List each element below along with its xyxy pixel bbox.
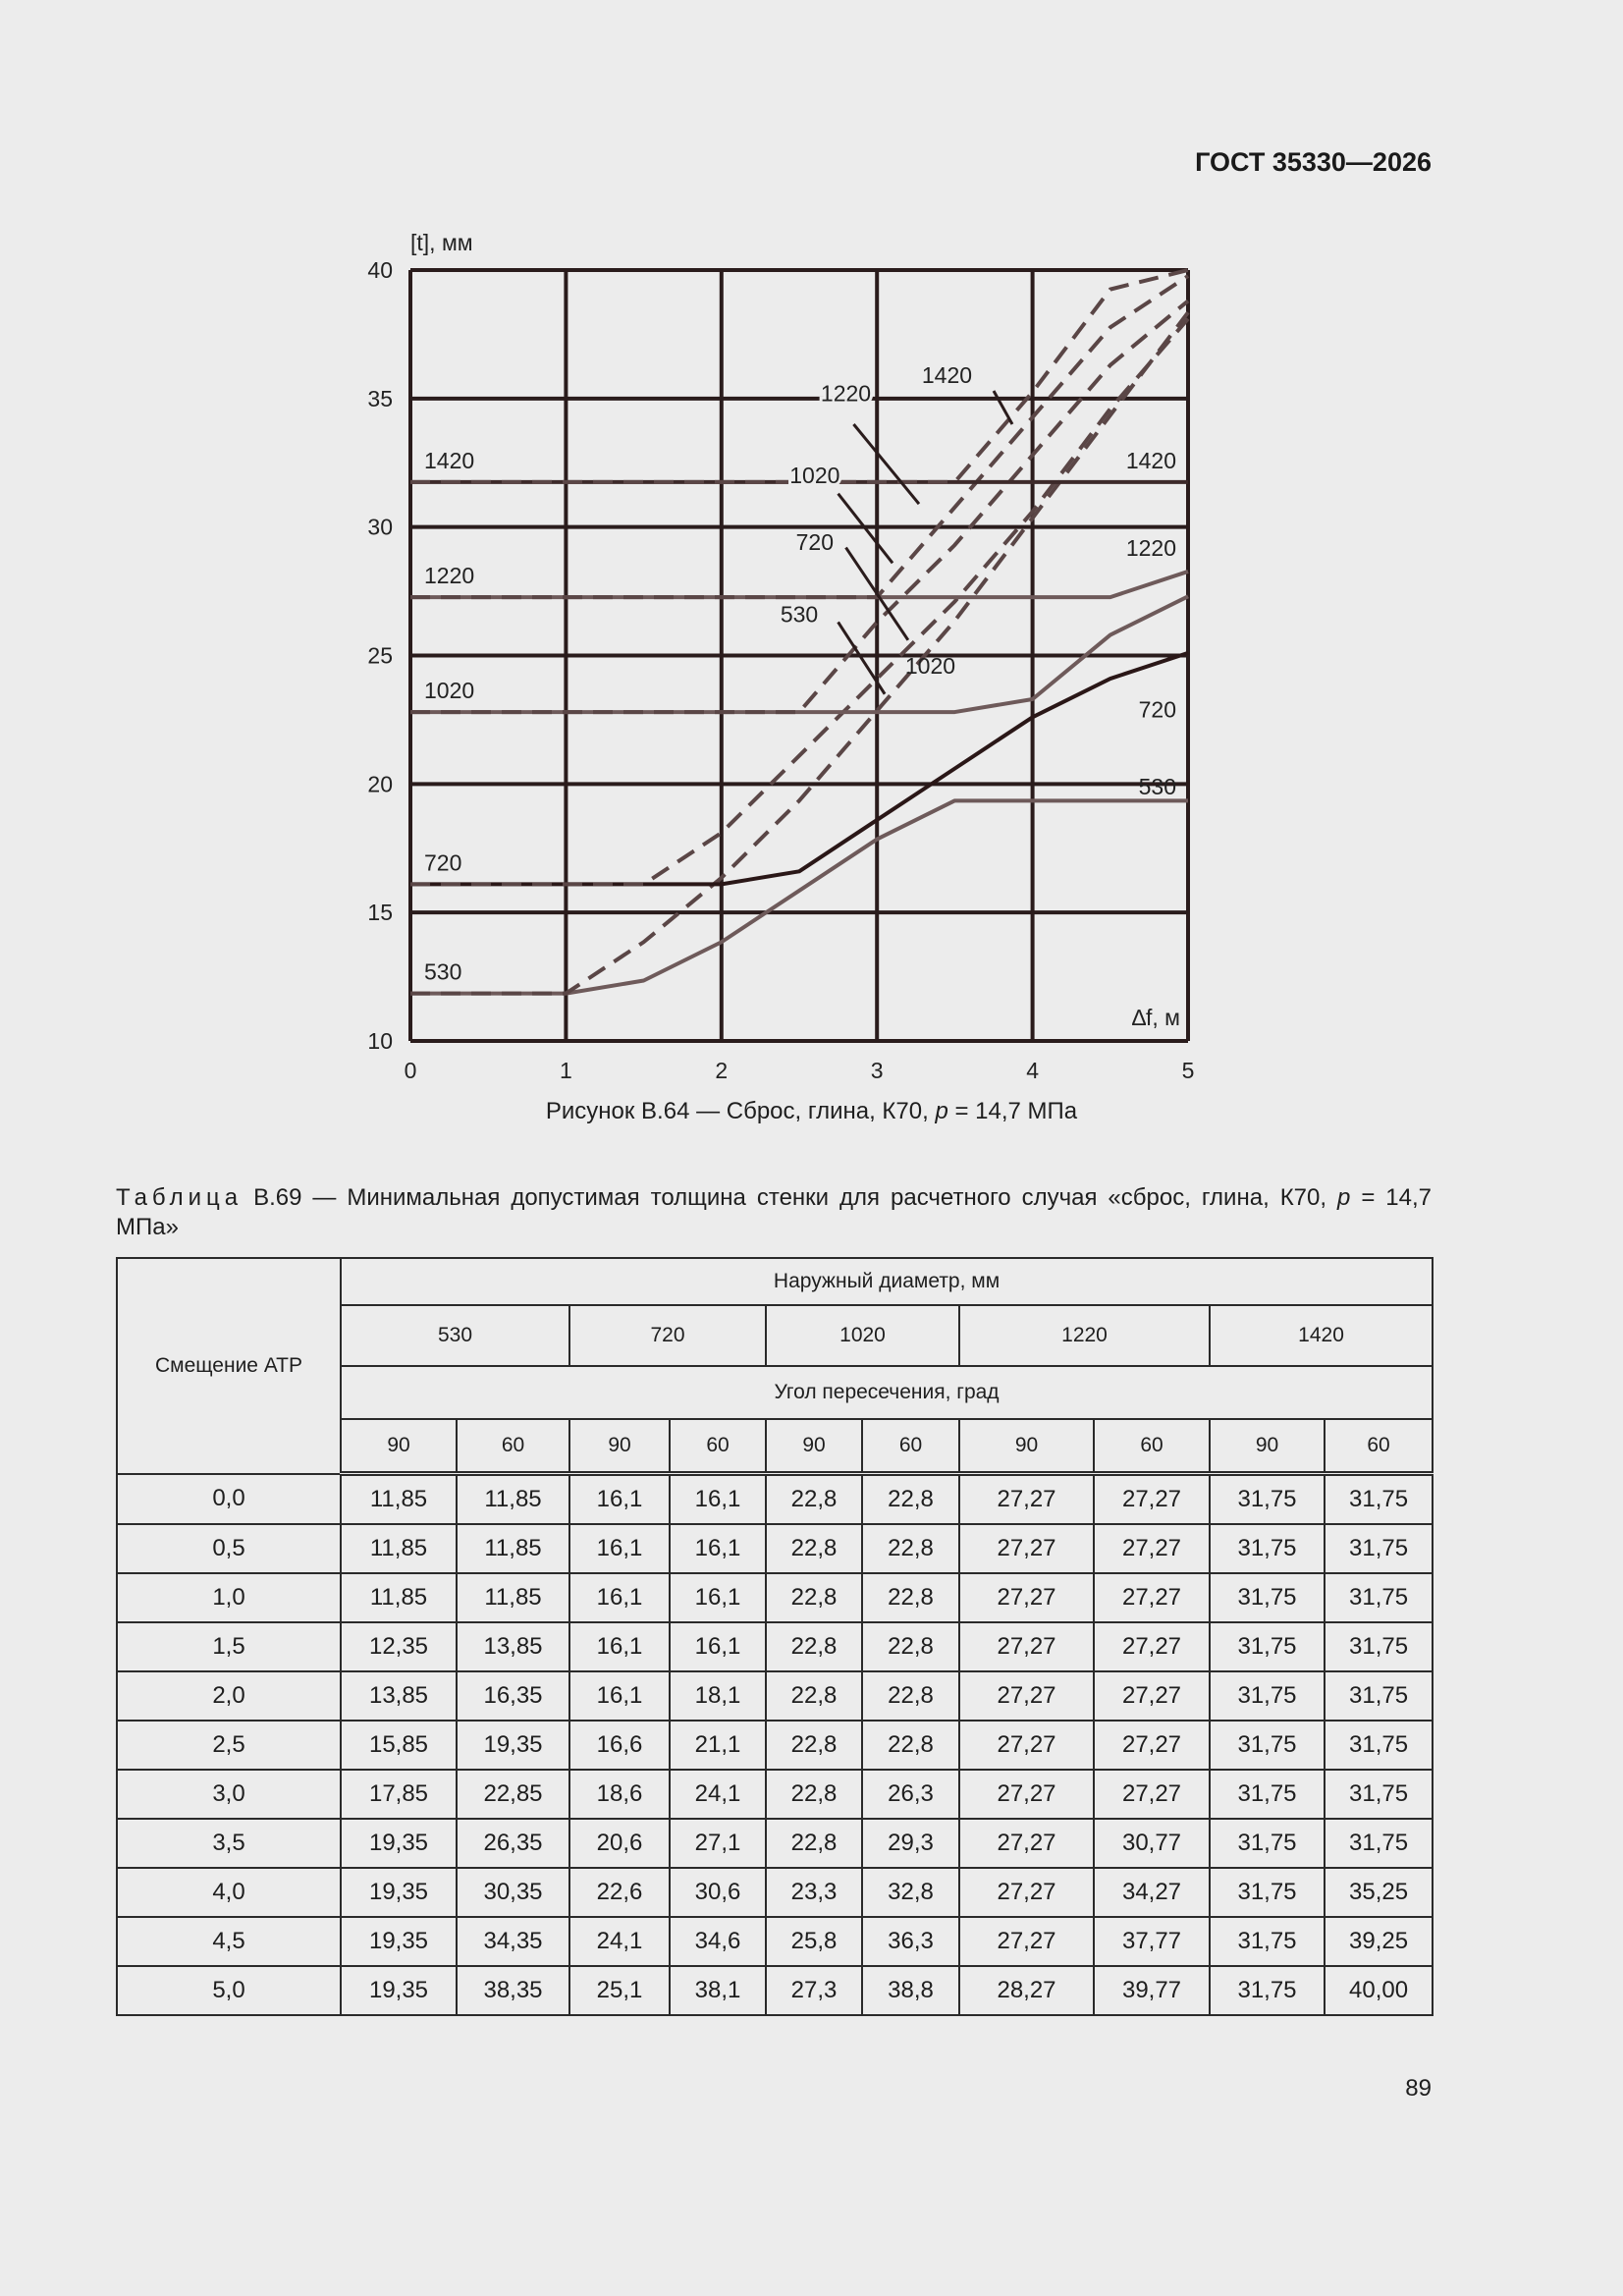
thickness-cell: 18,1 [670,1671,766,1721]
chart-svg [334,216,1217,1080]
thickness-cell: 22,8 [766,1819,862,1868]
thickness-cell: 34,6 [670,1917,766,1966]
thickness-cell: 28,27 [959,1966,1094,2015]
thickness-cell: 27,1 [670,1819,766,1868]
thickness-cell: 25,1 [569,1966,670,2015]
table-row [117,1474,1433,1525]
series-label: 1420 [1125,447,1176,473]
table-caption-tail: = 14,7 МПа» [116,1184,1432,1240]
thickness-cell: 27,27 [959,1917,1094,1966]
thickness-cell: 31,75 [1210,1966,1325,2015]
thickness-cell: 16,35 [457,1671,569,1721]
thickness-cell: 19,35 [341,1868,457,1917]
table-caption-main: В.69 — Минимальная допустимая толщина стенки для расчетного случая «сброс, глина, К70, [243,1184,1337,1211]
thickness-cell: 15,85 [341,1721,457,1770]
thickness-cell: 30,77 [1094,1819,1210,1868]
thickness-cell: 37,77 [1094,1917,1210,1966]
table-row [117,1721,1433,1770]
y-tick-label: 40 [367,257,393,283]
thickness-cell: 31,75 [1325,1819,1433,1868]
series-line-1420-dashed [410,270,1188,482]
thickness-cell: 27,27 [959,1474,1094,1525]
thickness-cell: 16,1 [670,1573,766,1622]
thickness-cell: 31,75 [1210,1770,1325,1819]
thickness-cell: 27,27 [959,1868,1094,1917]
thickness-cell: 22,8 [766,1770,862,1819]
thickness-cell: 19,35 [341,1966,457,2015]
thickness-cell: 31,75 [1325,1770,1433,1819]
thickness-cell: 34,35 [457,1917,569,1966]
thickness-cell: 17,85 [341,1770,457,1819]
offset-cell: 3,0 [117,1770,341,1819]
thickness-cell: 39,77 [1094,1966,1210,2015]
thickness-cell: 29,3 [862,1819,959,1868]
thickness-cell: 22,8 [766,1671,862,1721]
x-tick-label: 1 [560,1058,572,1080]
thickness-cell: 31,75 [1325,1671,1433,1721]
angle-cell: 90 [341,1419,457,1474]
angle-cell: 60 [670,1419,766,1474]
thickness-cell: 26,3 [862,1770,959,1819]
offset-cell: 1,0 [117,1573,341,1622]
angle-header-cell: Угол пересечения, град [341,1366,1433,1419]
thickness-cell: 16,1 [670,1524,766,1573]
thickness-cell: 21,1 [670,1721,766,1770]
thickness-cell: 19,35 [341,1819,457,1868]
thickness-cell: 23,3 [766,1868,862,1917]
thickness-cell: 38,35 [457,1966,569,2015]
thickness-cell: 11,85 [341,1474,457,1525]
table-row [117,1524,1433,1573]
thickness-cell: 19,35 [341,1917,457,1966]
series-line-1020-dashed [410,301,1188,712]
offset-cell: 2,5 [117,1721,341,1770]
thickness-cell: 31,75 [1210,1819,1325,1868]
thickness-cell: 16,1 [569,1671,670,1721]
table-row [117,1671,1433,1721]
series-label: 1020 [904,652,956,679]
offset-cell: 4,5 [117,1917,341,1966]
thickness-cell: 27,27 [1094,1622,1210,1671]
thickness-cell: 31,75 [1210,1671,1325,1721]
thickness-cell: 12,35 [341,1622,457,1671]
thickness-cell: 27,27 [959,1770,1094,1819]
series-line-720-solid [410,653,1188,885]
angle-cell: 90 [569,1419,670,1474]
thickness-cell: 19,35 [457,1721,569,1770]
thickness-cell: 22,6 [569,1868,670,1917]
table-row [117,1819,1433,1868]
offset-cell: 1,5 [117,1622,341,1671]
y-axis-label: [t], мм [410,230,473,255]
thickness-cell: 27,27 [1094,1573,1210,1622]
thickness-cell: 31,75 [1210,1474,1325,1525]
thickness-cell: 27,27 [959,1622,1094,1671]
thickness-cell: 11,85 [457,1573,569,1622]
diameter-cell: 530 [341,1305,569,1366]
series-label: 720 [1138,696,1176,723]
x-axis-label: ∆f, м [1131,1005,1180,1030]
thickness-cell: 16,1 [569,1524,670,1573]
page-number: 89 [1405,2075,1432,2102]
thickness-cell: 18,6 [569,1770,670,1819]
thickness-cell: 31,75 [1210,1622,1325,1671]
angle-cell: 60 [1325,1419,1433,1474]
thickness-cell: 27,27 [1094,1474,1210,1525]
thickness-cell: 27,27 [959,1721,1094,1770]
series-label: 1220 [1125,534,1176,561]
thickness-cell: 16,1 [569,1622,670,1671]
thickness-cell: 22,8 [862,1474,959,1525]
table-caption-var: p [1337,1184,1351,1211]
thickness-cell: 22,8 [862,1622,959,1671]
offset-cell: 5,0 [117,1966,341,2015]
angle-cell: 60 [457,1419,569,1474]
diameter-cell: 1220 [959,1305,1210,1366]
thickness-cell: 31,75 [1325,1622,1433,1671]
thickness-cell: 34,27 [1094,1868,1210,1917]
series-label: 530 [780,601,819,628]
thickness-cell: 22,85 [457,1770,569,1819]
series-label: 720 [424,849,462,876]
diameter-cell: 1020 [766,1305,959,1366]
thickness-cell: 11,85 [341,1573,457,1622]
x-tick-label: 3 [870,1058,884,1080]
thickness-cell: 16,1 [569,1474,670,1525]
diameter-header-cell: Наружный диаметр, мм [341,1258,1433,1305]
series-label: 1020 [789,463,840,489]
thickness-cell: 31,75 [1210,1917,1325,1966]
thickness-cell: 30,35 [457,1868,569,1917]
thickness-cell: 22,8 [766,1524,862,1573]
thickness-cell: 31,75 [1210,1573,1325,1622]
thickness-cell: 11,85 [457,1474,569,1525]
thickness-cell: 16,6 [569,1721,670,1770]
angle-cell: 60 [862,1419,959,1474]
thickness-cell: 40,00 [1325,1966,1433,2015]
thickness-cell: 22,8 [862,1671,959,1721]
thickness-cell: 20,6 [569,1819,670,1868]
thickness-cell: 31,75 [1325,1524,1433,1573]
series-line-530-solid [410,800,1188,993]
thickness-cell: 27,27 [959,1573,1094,1622]
series-label: 1220 [424,563,475,589]
thickness-table [116,1257,1434,2016]
x-tick-label: 0 [404,1058,417,1080]
thickness-cell: 22,8 [766,1721,862,1770]
thickness-cell: 22,8 [766,1622,862,1671]
y-tick-label: 15 [367,900,393,926]
thickness-cell: 27,3 [766,1966,862,2015]
thickness-cell: 22,8 [766,1573,862,1622]
angle-cell: 60 [1094,1419,1210,1474]
angle-cell: 90 [766,1419,862,1474]
table-row [117,1868,1433,1917]
table-caption [116,1183,1432,1242]
thickness-cell: 11,85 [457,1524,569,1573]
x-tick-label: 4 [1026,1058,1039,1080]
thickness-cell: 16,1 [569,1573,670,1622]
thickness-cell: 22,8 [862,1573,959,1622]
table-row [117,1770,1433,1819]
thickness-cell: 35,25 [1325,1868,1433,1917]
offset-cell: 4,0 [117,1868,341,1917]
table-caption-label: Таблица [116,1184,243,1211]
table-row [117,1966,1433,2015]
thickness-cell: 30,6 [670,1868,766,1917]
thickness-cell: 24,1 [569,1917,670,1966]
thickness-cell: 31,75 [1210,1524,1325,1573]
thickness-cell: 24,1 [670,1770,766,1819]
thickness-cell: 27,27 [1094,1770,1210,1819]
angle-cell: 90 [1210,1419,1325,1474]
series-line-1220-solid [410,572,1188,597]
offset-cell: 0,5 [117,1524,341,1573]
figure-chart [334,216,1217,1080]
figure-caption-suffix: = 14,7 МПа [947,1098,1078,1124]
series-label: 1420 [424,447,475,473]
series-label: 530 [424,958,462,985]
figure-caption-var: p [935,1098,948,1124]
table-row [117,1573,1433,1622]
y-tick-label: 20 [367,771,393,797]
thickness-cell: 31,75 [1210,1721,1325,1770]
y-tick-label: 30 [367,514,393,540]
thickness-cell: 38,8 [862,1966,959,2015]
leader-line [853,424,919,504]
figure-caption [0,1098,1623,1125]
document-code: ГОСТ 35330—2026 [1195,147,1432,177]
thickness-cell: 27,27 [959,1524,1094,1573]
table-row [117,1917,1433,1966]
x-tick-label: 5 [1181,1058,1195,1080]
thickness-cell: 31,75 [1325,1474,1433,1525]
series-label: 1220 [820,380,872,407]
offset-cell: 3,5 [117,1819,341,1868]
series-label: 530 [1138,773,1176,799]
table-row [117,1622,1433,1671]
thickness-cell: 22,8 [862,1524,959,1573]
y-tick-label: 25 [367,642,393,669]
thickness-cell: 22,8 [862,1721,959,1770]
row-header-cell: Смещение АТР [117,1258,341,1474]
thickness-cell: 39,25 [1325,1917,1433,1966]
thickness-cell: 13,85 [341,1671,457,1721]
figure-caption-prefix: Рисунок В.64 — Сброс, глина, К70, [545,1098,936,1124]
thickness-cell: 27,27 [959,1671,1094,1721]
series-label: 1420 [921,362,973,389]
y-tick-label: 35 [367,385,393,411]
thickness-cell: 31,75 [1210,1868,1325,1917]
thickness-cell: 27,27 [1094,1524,1210,1573]
thickness-cell: 31,75 [1325,1721,1433,1770]
thickness-cell: 36,3 [862,1917,959,1966]
diameter-cell: 720 [569,1305,766,1366]
thickness-cell: 13,85 [457,1622,569,1671]
thickness-cell: 27,27 [959,1819,1094,1868]
offset-cell: 0,0 [117,1474,341,1525]
thickness-cell: 31,75 [1325,1573,1433,1622]
thickness-cell: 16,1 [670,1474,766,1525]
thickness-cell: 27,27 [1094,1721,1210,1770]
series-label: 1020 [424,678,475,704]
leader-line [994,391,1012,424]
y-tick-label: 10 [367,1028,393,1054]
angle-cell: 90 [959,1419,1094,1474]
thickness-cell: 27,27 [1094,1671,1210,1721]
diameter-cell: 1420 [1210,1305,1433,1366]
thickness-cell: 38,1 [670,1966,766,2015]
thickness-cell: 22,8 [766,1474,862,1525]
series-label: 720 [795,529,835,556]
thickness-cell: 25,8 [766,1917,862,1966]
offset-cell: 2,0 [117,1671,341,1721]
thickness-cell: 26,35 [457,1819,569,1868]
thickness-cell: 16,1 [670,1622,766,1671]
thickness-cell: 32,8 [862,1868,959,1917]
x-tick-label: 2 [715,1058,729,1080]
thickness-cell: 11,85 [341,1524,457,1573]
